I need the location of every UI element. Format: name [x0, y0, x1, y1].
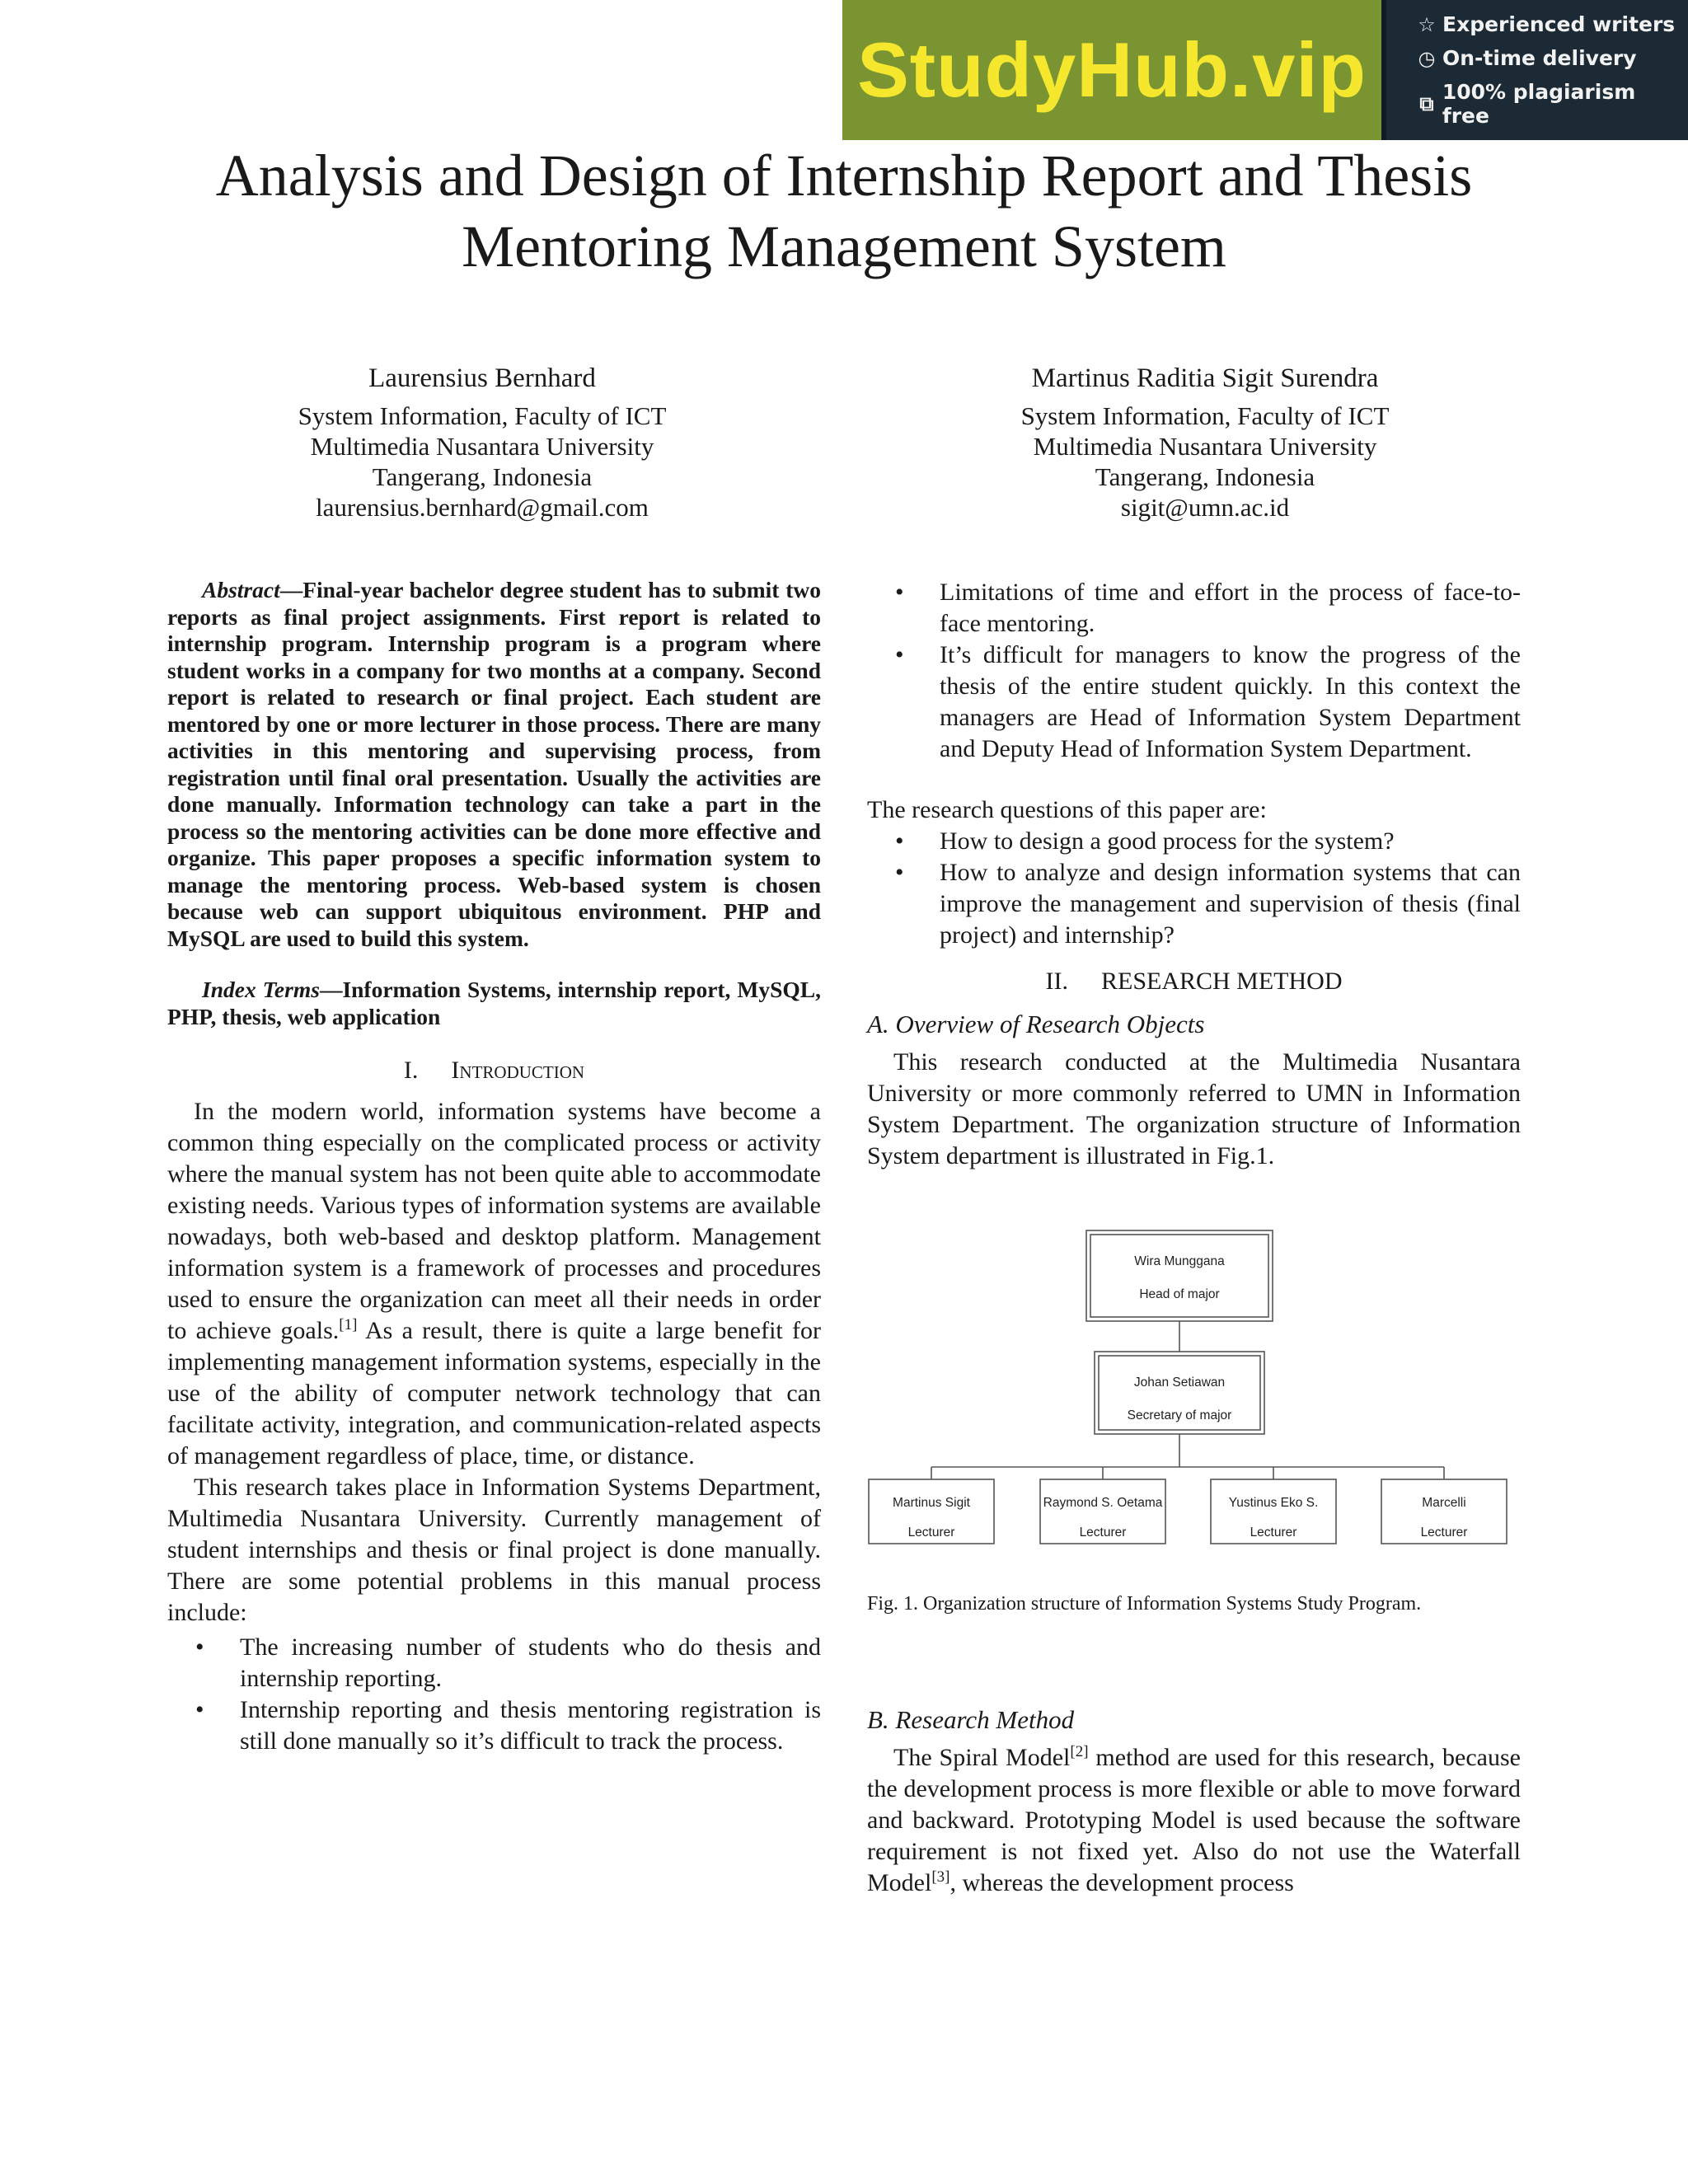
banner-logo-panel — [842, 0, 1386, 140]
clock-icon: ◷ — [1418, 46, 1436, 70]
abstract-lead: Abstract — [202, 577, 280, 602]
list-item — [867, 640, 1521, 765]
abstract-text: —Final-year bachelor degree student has to submit two reports as final project assignments. First report is related to internship program. Internship program is a program where student works in a company for two months at a company. Second report is related to research or final project. Each student are mentored by one or more lecturer in those process. There are many activities in this mentoring and supervising process, from registration until final oral presentation. Usually the activities are done manually. Information technology can take a part in the process so the mentoring activities can be done more effective and organize. This paper proposes a specific information system to manage the mentoring process. Web-based system is chosen because web can support ubiquitous environment. PHP and MySQL are used to build this system. — [167, 577, 821, 951]
title-line-1: Analysis and Design of Internship Report and Thesis — [215, 143, 1473, 209]
bullet-icon: • — [895, 579, 904, 606]
subsection-a-text: This research conducted at the Multimedia Nusantara University or more commonly referred to UMN in Information System Department. The organization structure of Information System department is illustrated in Fig.1. — [867, 1048, 1521, 1169]
index-terms-lead: Index Terms — [202, 977, 320, 1002]
star-icon: ☆ — [1418, 12, 1436, 36]
org-lecturer-role: Lecturer — [1420, 1526, 1468, 1540]
list-item — [867, 577, 1521, 640]
org-lecturer-role: Lecturer — [907, 1526, 955, 1540]
author-univ: Multimedia Nusantara University — [310, 432, 654, 461]
banner-feature — [1416, 46, 1688, 70]
banner-feature-label: On-time delivery — [1442, 46, 1637, 70]
reference-1: [1] — [339, 1316, 358, 1333]
org-lecturer-name: Martinus Sigit — [893, 1496, 970, 1510]
figure-caption: Fig. 1. Organization structure of Information Systems Study Program. — [867, 1593, 1422, 1615]
reference-2: [2] — [1070, 1743, 1089, 1760]
intro-paragraph-1 — [167, 1096, 821, 1472]
author-block-2 — [892, 359, 1518, 523]
section-number: I. — [403, 1057, 419, 1084]
list-item-text: Internship reporting and thesis mentoring registration is still done manually so it’s difficult to track the process. — [240, 1696, 821, 1755]
org-head-name: Wira Munggana — [1134, 1254, 1225, 1268]
intro-paragraph-2: This research takes place in Information Systems Department, Multimedia Nusantara University. Currently management of student internships and thesis or final project is done manually. There are some potential problems in this manual process include: — [167, 1474, 821, 1626]
author-dept: System Information, Faculty of ICT — [1020, 401, 1390, 430]
banner-feature — [1416, 80, 1688, 128]
promo-banner[interactable] — [842, 0, 1688, 140]
subsection-b-part: , whereas the development process — [950, 1869, 1294, 1896]
org-lecturer-name: Yustinus Eko S. — [1228, 1496, 1319, 1510]
list-item — [867, 857, 1521, 951]
org-head-box-inner — [1090, 1235, 1268, 1317]
reference-3: [3] — [931, 1868, 950, 1886]
list-item — [167, 1632, 821, 1694]
copy-icon: ⧉ — [1419, 92, 1434, 115]
author-block-1 — [169, 359, 795, 523]
author-city: Tangerang, Indonesia — [1095, 462, 1315, 491]
banner-features — [1386, 0, 1688, 140]
subsection-b-part: The Spiral Model — [893, 1744, 1071, 1771]
org-secretary-name: Johan Setiawan — [1133, 1376, 1226, 1390]
author-email: laurensius.bernhard@gmail.com — [316, 493, 649, 522]
section-heading-introduction — [167, 1055, 821, 1086]
author-email: sigit@umn.ac.id — [1120, 493, 1290, 522]
studyhub-logo: StudyHub.vip — [857, 26, 1367, 113]
intro-text: In the modern world, information systems have become a common thing especially on the complicated process or activity where the manual system has not been quite able to accommodate existing needs. Various types of information systems are available nowadays, both web-based and desktop platform. Management information system is a framework of processes and procedures used to ensure the organization can meet all their needs in order to achieve goals. — [167, 1098, 821, 1344]
org-chart-figure — [867, 1228, 1521, 1566]
paper-title — [99, 140, 1589, 282]
org-lecturer-role: Lecturer — [1250, 1526, 1297, 1540]
banner-feature — [1416, 12, 1688, 36]
index-terms — [167, 977, 821, 1030]
list-item-text: It’s difficult for managers to know the progress of the thesis of the entire student quickly. In this context the managers are Head of Information System Department and Deputy Head of Information System Department. — [940, 641, 1521, 762]
bullet-icon: • — [895, 641, 904, 668]
section-title: Introduction — [451, 1057, 585, 1084]
research-questions-list — [867, 826, 1521, 951]
author-city: Tangerang, Indonesia — [372, 462, 593, 491]
org-lecturer-name: Raymond S. Oetama — [1043, 1496, 1163, 1510]
list-item-text: Limitations of time and effort in the process of face-to-face mentoring. — [940, 579, 1521, 637]
org-head-role: Head of major — [1139, 1287, 1220, 1301]
subsection-b-part: method are used for this research, because the development process is more flexible or able to move forward and backward. Prototyping Model is used because the software requirement is not fixed yet. Also do not use the Waterfall Model — [867, 1744, 1521, 1896]
org-lecturer-name: Marcelli — [1422, 1496, 1466, 1510]
subsection-heading-b: B. Research Method — [867, 1705, 1075, 1734]
org-head-box-outer — [1086, 1230, 1273, 1321]
banner-feature-label: 100% plagiarism free — [1442, 80, 1636, 128]
list-item-text: How to design a good process for the system? — [940, 827, 1395, 855]
intro-text: As a result, there is quite a large benefit for implementing management information systems, especially in the use of the ability of computer network technology that can facilitate activity, integration, and communication-related aspects of management regardless of place, time, or distance. — [167, 1317, 821, 1469]
section-heading-research-method — [867, 966, 1521, 997]
problem-list-continued — [867, 577, 1521, 765]
list-item — [167, 1694, 821, 1757]
title-line-2: Mentoring Management System — [462, 213, 1226, 279]
section-title: RESEARCH METHOD — [1100, 968, 1343, 995]
left-column — [167, 577, 821, 1757]
subsection-heading-a: A. Overview of Research Objects — [867, 1010, 1205, 1038]
list-item-text: The increasing number of students who do thesis and internship reporting. — [240, 1633, 821, 1692]
section-number: II. — [1045, 968, 1068, 995]
abstract — [167, 577, 821, 952]
list-item-text: How to analyze and design information systems that can improve the management and supervision of thesis (final project) and internship? — [940, 859, 1521, 949]
research-questions-intro: The research questions of this paper are: — [867, 796, 1267, 823]
author-name: Laurensius Bernhard — [368, 363, 596, 393]
bullet-icon: • — [195, 1696, 204, 1723]
list-item — [867, 826, 1521, 857]
subsection-b-text — [867, 1742, 1521, 1899]
index-terms-text: —Information Systems, internship report, MySQL, PHP, thesis, web application — [167, 977, 821, 1029]
bullet-icon: • — [895, 859, 904, 886]
author-name: Martinus Raditia Sigit Surendra — [1031, 363, 1379, 393]
org-secretary-role: Secretary of major — [1127, 1408, 1232, 1422]
author-univ: Multimedia Nusantara University — [1033, 432, 1377, 461]
banner-feature-label: Experienced writers — [1442, 12, 1676, 36]
bullet-icon: • — [195, 1633, 204, 1661]
problem-list — [167, 1632, 821, 1757]
org-lecturer-role: Lecturer — [1079, 1526, 1127, 1540]
bullet-icon: • — [895, 827, 904, 855]
author-dept: System Information, Faculty of ICT — [298, 401, 667, 430]
